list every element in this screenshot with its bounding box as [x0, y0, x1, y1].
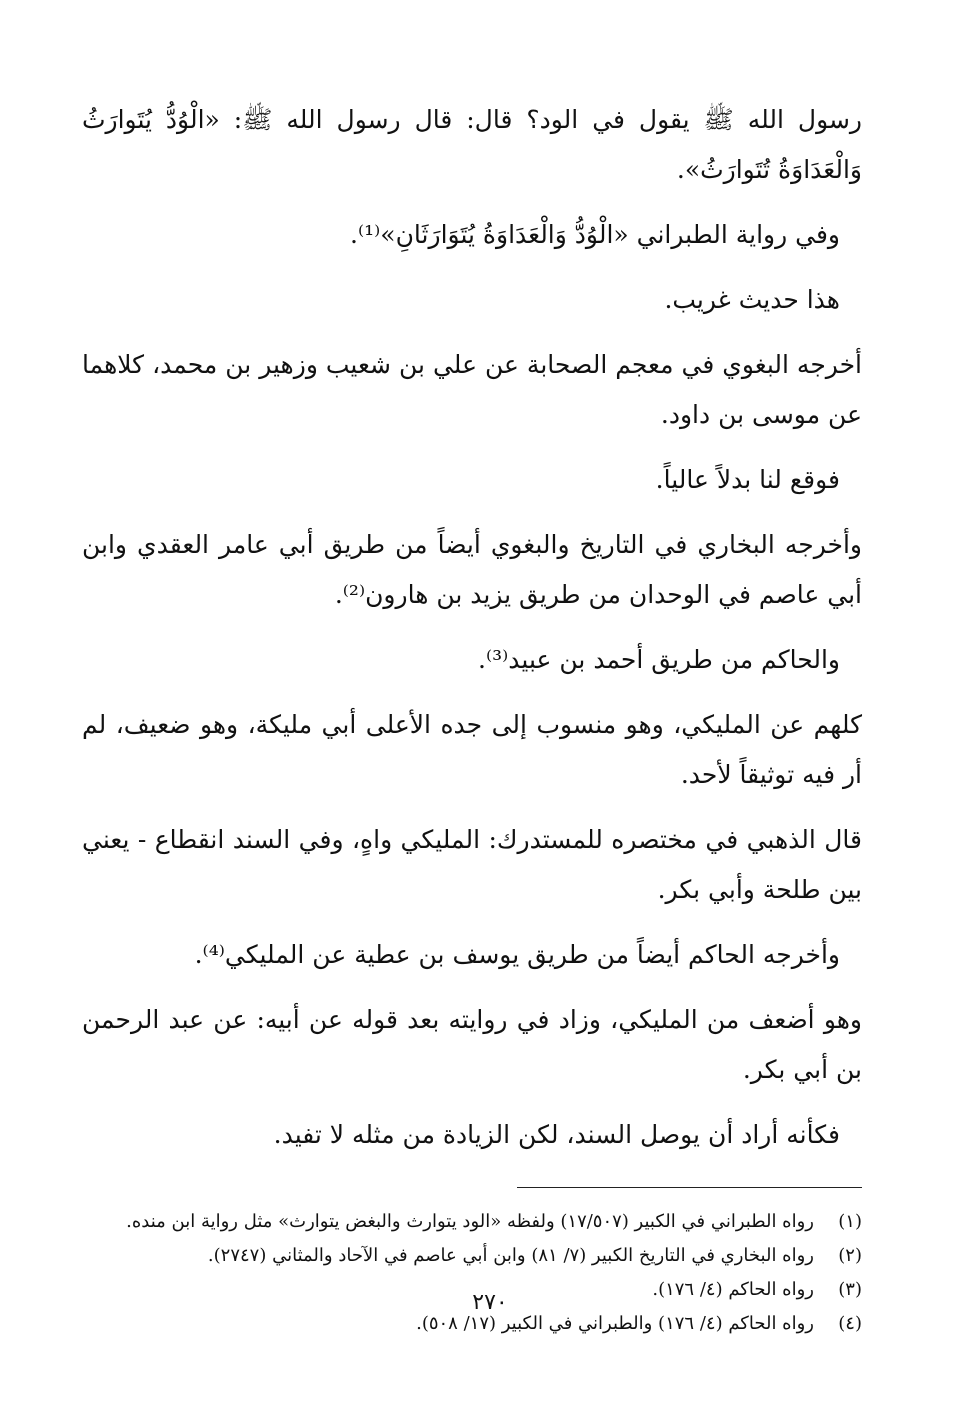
- footnote-number: (٣): [838, 1279, 862, 1300]
- footnote-text: رواه الحاكم (٤/ ١٧٦).: [652, 1279, 814, 1300]
- footnote-text: رواه البخاري في التاريخ الكبير (٧/ ٨١) وابن أبي عاصم في الآحاد والمثاني (٢٧٤٧).: [207, 1245, 814, 1266]
- paragraph-6: وأخرجه البخاري في التاريخ والبغوي أيضاً من طريق أبي عامر العقدي وابن أبي عاصم في الوحدان من طريق يزيد بن هارون⁽²⁾.: [82, 530, 862, 609]
- footnote-1: [82, 1205, 862, 1239]
- paragraph-1: رسول الله ﷺ يقول في الود؟ قال: قال رسول الله ﷺ: «الْوُدُّ يُتَوارَثُ وَالْعَدَاوَةُ تُتَوارَثُ».: [82, 105, 862, 184]
- footnote-number: (٤): [838, 1313, 862, 1334]
- page-number: ٢٧٠: [472, 1290, 508, 1315]
- main-text: [82, 95, 862, 1160]
- footnote-text: رواه الطبراني في الكبير (١٧/٥٠٧) ولفظه «الود يتوارث والبغض يتوارث» مثل رواية ابن منده.: [126, 1211, 814, 1232]
- footnote-number: (٢): [838, 1245, 862, 1266]
- paragraph-12: فكأنه أراد أن يوصل السند، لكن الزيادة من مثله لا تفيد.: [273, 1120, 840, 1149]
- paragraph-11: وهو أضعف من المليكي، وزاد في روايته بعد قوله عن أبيه: عن عبد الرحمن بن أبي بكر.: [82, 1005, 862, 1084]
- paragraph-4: أخرجه البغوي في معجم الصحابة عن علي بن شعيب وزهير بن محمد، كلاهما عن موسى بن داود.: [82, 350, 862, 429]
- footnote-2: [82, 1239, 862, 1273]
- footnotes: [82, 1205, 862, 1341]
- paragraph-7: والحاكم من طريق أحمد بن عبيد⁽³⁾.: [478, 645, 840, 674]
- paragraph-9: قال الذهبي في مختصره للمستدرك: المليكي واهٍ، وفي السند انقطاع - يعني بين طلحة وأبي بكر.: [82, 825, 862, 904]
- footnote-number: (١): [838, 1211, 862, 1232]
- footnote-separator: [517, 1187, 862, 1188]
- footnote-text: رواه الحاكم (٤/ ١٧٦) والطبراني في الكبير (١٧/ ٥٠٨).: [416, 1313, 814, 1334]
- paragraph-8: كلهم عن المليكي، وهو منسوب إلى جده الأعلى أبي مليكة، وهو ضعيف، لم أر فيه توثيقاً لأحد.: [82, 710, 862, 789]
- paragraph-10: وأخرجه الحاكم أيضاً من طريق يوسف بن عطية عن المليكي⁽⁴⁾.: [194, 940, 840, 969]
- paragraph-2: وفي رواية الطبراني «الْوُدُّ وَالْعَدَاوَةُ يُتَوَارَثَانِ»⁽¹⁾.: [350, 220, 840, 249]
- paragraph-5: فوقع لنا بدلاً عالياً.: [655, 465, 840, 494]
- paragraph-3: هذا حديث غريب.: [664, 285, 840, 314]
